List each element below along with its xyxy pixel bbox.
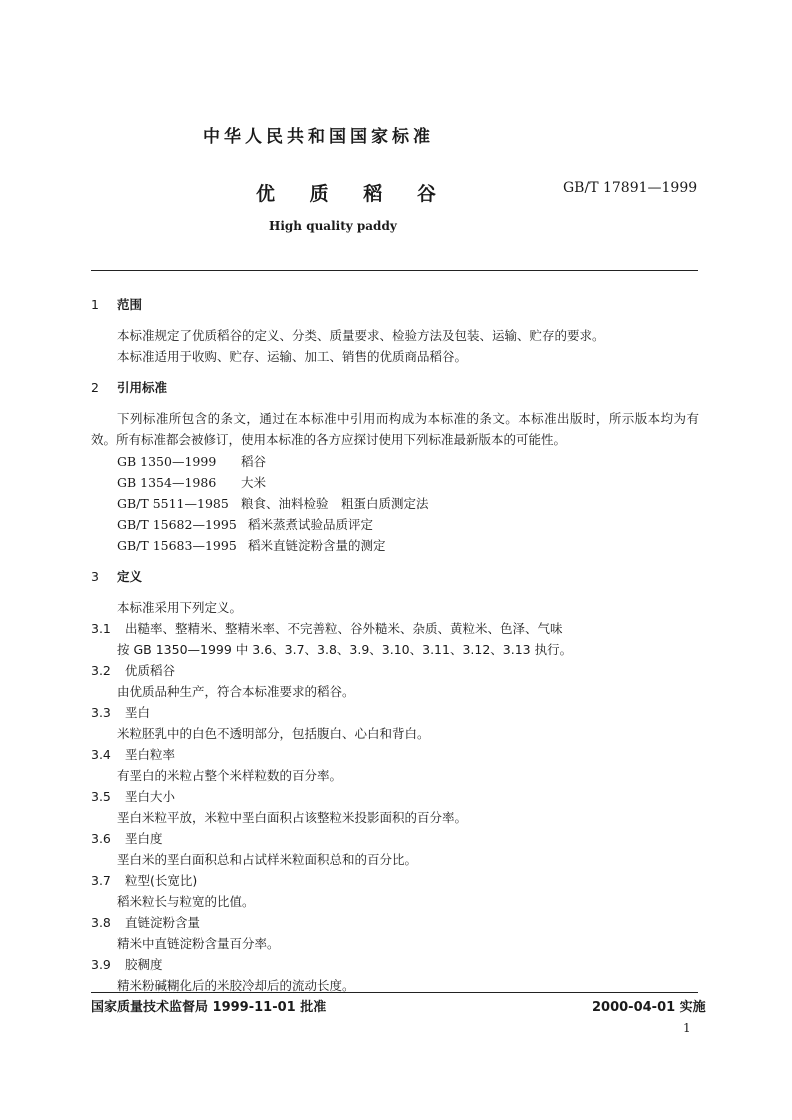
definition-text: 有垩白的米粒占整个米样粒数的百分率。	[117, 768, 343, 783]
reference-item	[117, 494, 429, 512]
clause-number: 3.4	[91, 747, 111, 762]
reference-code: GB/T 15682—1995	[117, 517, 237, 532]
reference-item	[117, 536, 386, 554]
definition-text: 垩白米的垩白面积总和占试样米粒面积总和的百分比。	[117, 852, 418, 867]
section-1-heading	[91, 295, 142, 313]
clause-term: 粒型(长宽比)	[125, 873, 198, 888]
reference-code: GB/T 15683—1995	[117, 538, 237, 553]
reference-name: 粮食、油料检验 粗蛋白质测定法	[241, 496, 429, 511]
clause-term: 垩白粒率	[125, 747, 176, 762]
section-title: 定义	[117, 569, 143, 584]
clause-number: 3.3	[91, 705, 111, 720]
section-2-heading	[91, 378, 167, 396]
definition-text: 精米粉碱糊化后的米胶冷却后的流动长度。	[117, 978, 355, 993]
reference-code: GB/T 5511—1985	[117, 496, 229, 511]
scope-line-1: 本标准规定了优质稻谷的定义、分类、质量要求、检验方法及包装、运输、贮存的要求。	[117, 328, 605, 343]
page-number: 1	[683, 1021, 691, 1035]
clause-term: 胶稠度	[125, 957, 163, 972]
definition-heading	[91, 787, 175, 805]
document-title: 优 质 稻 谷	[256, 183, 450, 205]
definition-text: 由优质品种生产，符合本标准要求的稻谷。	[117, 684, 355, 699]
clause-term: 直链淀粉含量	[125, 915, 201, 930]
reference-code: GB 1354—1986	[117, 475, 217, 490]
clause-term: 垩白	[125, 705, 151, 720]
references-paragraph: 下列标准所包含的条文，通过在本标准中引用而构成为本标准的条文。本标准出版时，所示版本均为有效。所有标准都会被修订，使用本标准的各方应探讨使用下列标准最新版本的可能性。	[91, 411, 699, 447]
clause-number: 3.2	[91, 663, 111, 678]
definition-text: 垩白米粒平放，米粒中垩白面积占该整粒米投影面积的百分率。	[117, 810, 468, 825]
definition-heading	[91, 829, 163, 847]
clause-number: 3.5	[91, 789, 111, 804]
definition-text: 按 GB 1350—1999 中 3.6、3.7、3.8、3.9、3.10、3.11、3.12、3.13 执行。	[117, 642, 573, 657]
reference-name: 稻谷	[241, 454, 267, 469]
definition-heading	[91, 913, 200, 931]
definition-text: 稻米粒长与粒宽的比值。	[117, 894, 255, 909]
reference-name: 稻米蒸煮试验品质评定	[248, 517, 374, 532]
clause-term: 垩白度	[125, 831, 163, 846]
clause-number: 3.6	[91, 831, 111, 846]
definition-text: 精米中直链淀粉含量百分率。	[117, 936, 280, 951]
reference-code: GB 1350—1999	[117, 454, 217, 469]
header-divider	[91, 270, 698, 271]
clause-number: 3.1	[91, 621, 111, 636]
definitions-intro: 本标准采用下列定义。	[117, 600, 243, 615]
english-title: High quality paddy	[269, 219, 397, 233]
footer-divider	[91, 992, 698, 993]
section-3-heading	[91, 567, 142, 585]
reference-name: 稻米直链淀粉含量的测定	[248, 538, 386, 553]
clause-number: 3.9	[91, 957, 111, 972]
definition-heading	[91, 745, 175, 763]
clause-number: 3.8	[91, 915, 111, 930]
implementation-date: 2000-04-01 实施	[592, 1000, 706, 1015]
clause-term: 出糙率、整精米、整精米率、不完善粒、谷外糙米、杂质、黄粒米、色泽、气味	[125, 621, 563, 636]
section-number: 3	[91, 569, 99, 584]
standard-code: GB/T 17891—1999	[563, 180, 698, 196]
reference-item	[117, 452, 266, 470]
national-standard-heading: 中华人民共和国国家标准	[203, 127, 434, 147]
reference-name: 大米	[241, 475, 267, 490]
section-title: 范围	[117, 297, 143, 312]
reference-item	[117, 515, 373, 533]
approval-line: 国家质量技术监督局 1999-11-01 批准	[91, 1000, 327, 1015]
definition-heading	[91, 619, 563, 637]
section-number: 2	[91, 380, 99, 395]
reference-item	[117, 473, 266, 491]
definition-heading	[91, 703, 150, 721]
section-title: 引用标准	[117, 380, 168, 395]
definition-heading	[91, 955, 163, 973]
definition-heading	[91, 871, 197, 889]
clause-number: 3.7	[91, 873, 111, 888]
section-number: 1	[91, 297, 99, 312]
scope-line-2: 本标准适用于收购、贮存、运输、加工、销售的优质商品稻谷。	[117, 349, 468, 364]
clause-term: 优质稻谷	[125, 663, 176, 678]
definition-heading	[91, 661, 175, 679]
definition-text: 米粒胚乳中的白色不透明部分，包括腹白、心白和背白。	[117, 726, 430, 741]
clause-term: 垩白大小	[125, 789, 176, 804]
